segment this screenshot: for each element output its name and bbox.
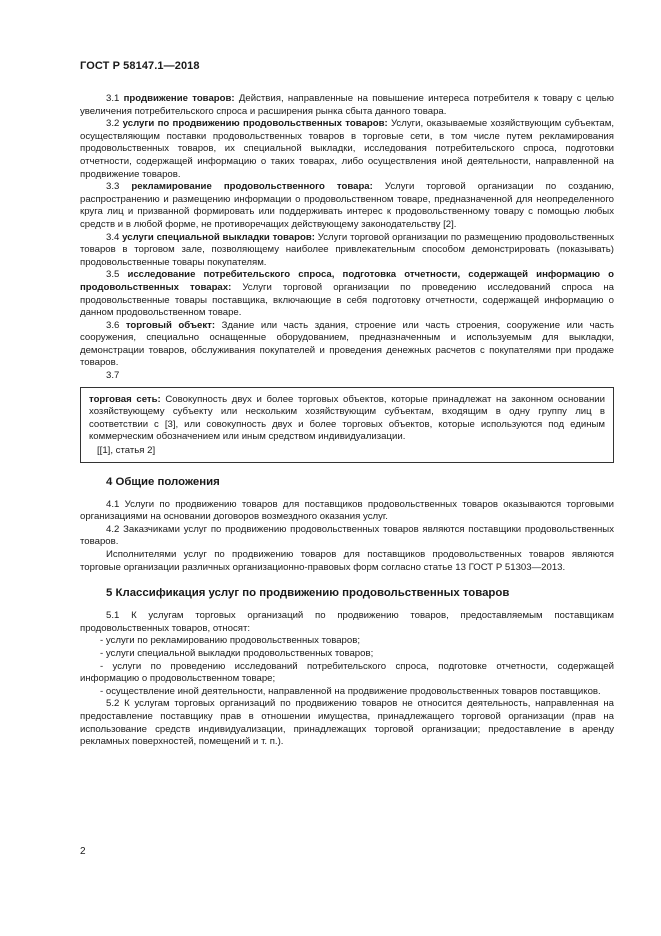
term-title: торговый объект: <box>125 319 216 331</box>
term-3-5 <box>80 269 614 319</box>
term-3-3 <box>80 181 614 231</box>
term-definition: Услуги торговой организации по проведению исследований спроса на продовольственные товары поставщика, включающие в себя подготовку отчетности, содержащей информацию о данном продовольственном товаре. <box>80 281 614 319</box>
term-3-7 <box>89 394 605 444</box>
term-title: исследование потребительского спроса, подготовка отчетности, содержащей информацию о продовольственных товарах: <box>80 269 614 293</box>
term-definition: Действия, направленные на повышение интереса потребителя к товару с целью увеличения потребительского спроса и расширения рынка сбыта данного товара. <box>80 93 614 117</box>
page-content <box>80 93 614 749</box>
paragraph-4-2: 4.2 Заказчиками услуг по продвижению продовольственных товаров являются поставщики продовольственных товаров. <box>80 523 614 548</box>
term-title: услуги по продвижению продовольственных товаров: <box>122 118 388 130</box>
section-5-heading: 5 Классификация услуг по продвижению продовольственных товаров <box>106 587 510 600</box>
term-3-4 <box>80 232 614 270</box>
term-number: 3.4 <box>106 231 120 243</box>
page-number: 2 <box>80 846 86 857</box>
term-title: рекламирование продовольственного товара: <box>131 181 373 193</box>
term-number: 3.5 <box>106 269 120 281</box>
term-number: 3.6 <box>106 319 120 331</box>
term-definition: Совокупность двух и более торговых объектов, которые принадлежат на законном основании хозяйствующему субъекту или нескольким хозяйствующим субъектам, входящим в одну группу лиц в соответствии с [3], или совокупность двух и более торговых объектов, которые используются под единым коммерческим обозначением или иным средством индивидуализации. <box>89 393 605 443</box>
term-number: 3.1 <box>106 93 120 104</box>
list-item: - услуги специальной выкладки продовольственных товаров; <box>100 647 374 659</box>
term-title: услуги специальной выкладки товаров: <box>122 231 315 243</box>
term-3-6 <box>80 320 614 370</box>
standard-code: ГОСТ Р 58147.1—2018 <box>80 60 200 72</box>
term-3-7-box <box>80 387 614 463</box>
term-title: продвижение товаров: <box>123 93 235 104</box>
term-definition: Услуги торговой организации по созданию, распространению и размещению информации о продовольственном товаре, предназначенной для неопределенного круга лиц и призванной формировать или поддерживать интерес к продовольственному товару с помощью любых средств и в любой форме, не противоречащих действующему законодательству [2]. <box>80 181 615 230</box>
term-3-2 <box>80 118 614 181</box>
paragraph-4-1: 4.1 Услуги по продвижению товаров для поставщиков продовольственных товаров оказываются торговыми организациями на основании договоров возмездного оказания услуг. <box>80 498 614 523</box>
paragraph-4-2-cont: Исполнителями услуг по продвижению товаров для поставщиков продовольственных товаров являются торговые организации различных организационно-правовых форм согласно статье 13 ГОСТ Р 51303—2013. <box>80 549 614 573</box>
term-3-7-number: 3.7 <box>106 370 120 382</box>
term-definition: Услуги, оказываемые хозяйствующим субъектам, осуществляющим поставки продовольственных товаров в торговые сети, в том числе путем рекламирования продовольственных товаров, их специальной выкладки, исследования потребительского спроса, подготовки отчетности, содержащей информацию о таких товарах, либо осуществления иной деятельности, направленной на продвижение товаров. <box>80 118 615 180</box>
term-definition: Услуги торговой организации по размещению продовольственных товаров в торговом зале, позволяющему наиболее привлекательным способом демонстрировать (показывать) продовольственные товары покупателям. <box>80 231 614 268</box>
list-item: - услуги по рекламированию продовольственных товаров; <box>100 635 360 647</box>
list-item: - осуществление иной деятельности, направленной на продвижение продовольственных товаров поставщиков. <box>100 685 601 697</box>
term-title: торговая сеть: <box>89 393 161 405</box>
term-3-1 <box>80 93 614 118</box>
list-item: - услуги по проведению исследований потребительского спроса, подготовке отчетности, содержащей информацию о продовольственном товаре; <box>80 660 614 685</box>
paragraph-5-1: 5.1 К услугам торговых организаций по продвижению товаров, предоставляемым поставщикам продовольственных товаров, относят: <box>80 610 614 634</box>
paragraph-5-2: 5.2 К услугам торговых организаций по продвижению товаров не относится деятельность, направленная на предоставление поставщику прав в отношении имущества, принадлежащего торговой организации (прав на использование средств индивидуализации, принадлежащих торговой организации; предоставление в аренду рекламных поверхностей, помещений и т. п.). <box>80 698 614 748</box>
section-4-heading: 4 Общие положения <box>106 475 220 488</box>
term-number: 3.2 <box>106 118 120 130</box>
term-definition: Здание или часть здания, строение или часть строения, сооружение или часть сооружения, специально оснащенные оборудованием, предназначенным и используемым для выкладки, демонстрации товаров, обслуживания покупателей и проведения денежных расчетов с покупателями при продаже товаров. <box>80 319 614 369</box>
term-source: [[1], статья 2] <box>97 445 156 457</box>
term-number: 3.3 <box>106 181 120 193</box>
